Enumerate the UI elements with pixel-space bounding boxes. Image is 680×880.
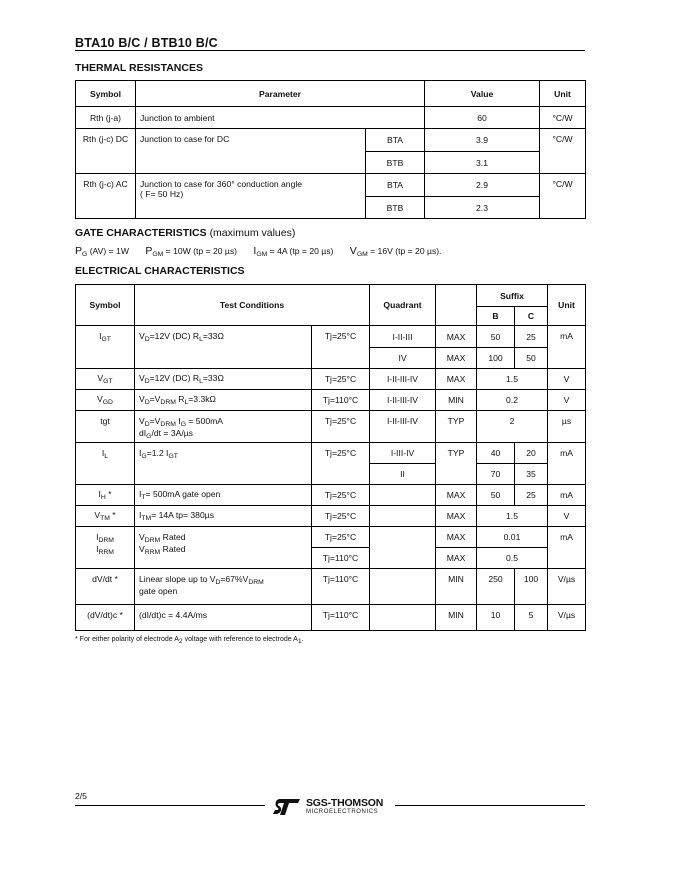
table-row	[76, 326, 586, 348]
param-line: Junction to case for 360° conduction angle	[140, 179, 303, 189]
limit-cell: MAX	[436, 485, 477, 506]
electrical-table	[75, 284, 586, 631]
gate-pgm: $P_{GM} = 10W$ (tp = 20 µs)	[145, 245, 238, 258]
unit-cell: °C/W	[540, 107, 586, 129]
limit-cell: MAX	[436, 326, 477, 348]
c-cell: 25	[515, 326, 548, 348]
b-cell: 50	[477, 485, 515, 506]
unit-cell: mA	[548, 326, 586, 369]
symbol-cell: $I_L$	[76, 443, 135, 485]
quadrant-cell: I-II-III-IV	[370, 390, 436, 411]
condition-cell: $V_D=V_{DRM}$ $I_G = 500mA$ $dI_G/dt = 3A/\mu s$	[135, 411, 312, 443]
symbol-cell: $I_H$ *	[76, 485, 135, 506]
table-row	[76, 107, 586, 129]
quadrant-cell	[370, 506, 436, 527]
symbol-cell: Rth (j-c) DC	[76, 129, 136, 174]
unit-cell: mA	[548, 527, 586, 569]
table-row	[76, 369, 586, 390]
symbol-cell: tgt	[76, 411, 135, 443]
col-quadrant: Quadrant	[370, 285, 436, 326]
limit-cell: MAX	[436, 348, 477, 369]
page-number: 2/5	[75, 791, 87, 801]
tj-cell: Tj=110°C	[312, 569, 370, 605]
quadrant-cell	[370, 527, 436, 569]
symbol-cell: Rth (j-c) AC	[76, 174, 136, 219]
package-cell: BTA	[366, 174, 425, 197]
tj-cell: Tj=25°C	[312, 369, 370, 390]
bc-cell: 1.5	[477, 506, 548, 527]
col-suffix-c: C	[515, 307, 548, 326]
unit-cell: V/µs	[548, 569, 586, 605]
symbol-cell: $I_{DRM}$ $I_{RRM}$	[76, 527, 135, 569]
bc-cell: 1.5	[477, 369, 548, 390]
limit-cell: TYP	[436, 443, 477, 485]
brand-name: SGS-THOMSON	[306, 797, 384, 809]
symbol-cell: (dV/dt)c *	[76, 605, 135, 631]
bc-cell: 0.2	[477, 390, 548, 411]
quadrant-cell: I-II-III-IV	[370, 411, 436, 443]
thermal-heading: THERMAL RESISTANCES	[75, 62, 203, 74]
unit-cell: °C/W	[540, 174, 586, 219]
unit-cell: V	[548, 506, 586, 527]
bc-cell: 2	[477, 411, 548, 443]
footer-rule-right	[395, 805, 585, 806]
tj-cell: Tj=25°C	[312, 326, 370, 369]
elec-heading: ELECTRICAL CHARACTERISTICS	[75, 265, 245, 277]
col-suffix-b: B	[477, 307, 515, 326]
c-cell: 5	[515, 605, 548, 631]
gate-heading-text: GATE CHARACTERISTICS	[75, 227, 207, 239]
value-cell: 3.9	[425, 129, 540, 152]
col-suffix: Suffix	[477, 285, 548, 307]
gate-heading	[75, 227, 295, 239]
table-row	[76, 506, 586, 527]
gate-pg: $P_G$ (AV) = 1W	[75, 245, 129, 258]
limit-cell: MIN	[436, 390, 477, 411]
condition-cell: Linear slope up to $V_D=67\%V_{DRM}$ gate open	[135, 569, 312, 605]
quadrant-cell: I-III-IV	[370, 443, 436, 464]
package-cell: BTB	[366, 152, 425, 174]
b-cell: 100	[477, 348, 515, 369]
unit-cell: V/µs	[548, 605, 586, 631]
quadrant-cell: I-II-III-IV	[370, 369, 436, 390]
quadrant-cell: I-II-III	[370, 326, 436, 348]
footnote: * For either polarity of electrode $A_2$ voltage with reference to electrode $A_1$.	[75, 636, 304, 645]
param-line: ( F= 50 Hz)	[140, 189, 184, 199]
condition-cell: (dI/dt)c = 4.4A/ms	[135, 605, 312, 631]
col-parameter: Parameter	[136, 81, 425, 107]
col-unit: Unit	[540, 81, 586, 107]
table-row	[76, 605, 586, 631]
col-limit	[436, 285, 477, 326]
condition-cell: $I_T= 500mA$ gate open	[135, 485, 312, 506]
col-symbol: Symbol	[76, 285, 135, 326]
limit-cell: TYP	[436, 411, 477, 443]
bc-cell: 0.5	[477, 548, 548, 569]
limit-cell: MIN	[436, 569, 477, 605]
symbol-cell: dV/dt *	[76, 569, 135, 605]
title-rule	[75, 50, 585, 51]
document-title: BTA10 B/C / BTB10 B/C	[75, 36, 218, 50]
condition-cell: $V_D=V_{DRM}$ $R_L=3.3k\Omega$	[135, 390, 312, 411]
quadrant-cell	[370, 485, 436, 506]
param-cell: Junction to case for DC	[136, 129, 366, 174]
thermal-table	[75, 80, 586, 219]
table-row	[76, 411, 586, 443]
b-cell: 40	[477, 443, 515, 464]
c-cell: 50	[515, 348, 548, 369]
tj-cell: Tj=110°C	[312, 548, 370, 569]
symbol-cell: $V_{GD}$	[76, 390, 135, 411]
package-cell: BTA	[366, 129, 425, 152]
c-cell: 35	[515, 464, 548, 485]
sgs-thomson-logo	[270, 797, 395, 819]
symbol-cell: $V_{GT}$	[76, 369, 135, 390]
unit-cell: V	[548, 369, 586, 390]
col-unit: Unit	[548, 285, 586, 326]
quadrant-cell: II	[370, 464, 436, 485]
table-row	[76, 443, 586, 464]
table-row	[76, 569, 586, 605]
quadrant-cell: IV	[370, 348, 436, 369]
col-value: Value	[425, 81, 540, 107]
unit-cell: V	[548, 390, 586, 411]
table-row	[76, 390, 586, 411]
symbol-cell: $V_{TM}$ *	[76, 506, 135, 527]
condition-cell: $I_G=1.2$ $I_{GT}$	[135, 443, 312, 485]
col-symbol: Symbol	[76, 81, 136, 107]
tj-cell: Tj=25°C	[312, 485, 370, 506]
unit-cell: mA	[548, 485, 586, 506]
param-cell	[136, 174, 366, 219]
table-row	[76, 527, 586, 548]
tj-cell: Tj=25°C	[312, 506, 370, 527]
unit-cell: mA	[548, 443, 586, 485]
condition-cell: $V_D=12V$ (DC) $R_L=33\Omega$	[135, 326, 312, 369]
limit-cell: MAX	[436, 506, 477, 527]
param-cell: Junction to ambient	[136, 107, 425, 129]
quadrant-cell	[370, 605, 436, 631]
b-cell: 10	[477, 605, 515, 631]
quadrant-cell	[370, 569, 436, 605]
footer-rule-left	[75, 805, 265, 806]
bc-cell: 0.01	[477, 527, 548, 548]
limit-cell: MAX	[436, 527, 477, 548]
gate-igm: $I_{GM} = 4A$ (tp = 20 µs)	[253, 245, 334, 258]
col-test-conditions: Test Conditions	[135, 285, 370, 326]
symbol-cell: Rth (j-a)	[76, 107, 136, 129]
table-row	[76, 485, 586, 506]
condition-cell: $V_D=12V$ (DC) $R_L=33\Omega$	[135, 369, 312, 390]
gate-heading-note: (maximum values)	[209, 227, 296, 239]
value-cell: 60	[425, 107, 540, 129]
unit-cell: °C/W	[540, 129, 586, 174]
tj-cell: Tj=110°C	[312, 390, 370, 411]
b-cell: 250	[477, 569, 515, 605]
limit-cell: MAX	[436, 548, 477, 569]
c-cell: 25	[515, 485, 548, 506]
condition-cell: $I_{TM}= 14A$ tp= 380µs	[135, 506, 312, 527]
unit-cell: µs	[548, 411, 586, 443]
gate-values	[75, 245, 456, 258]
tj-cell: Tj=25°C	[312, 411, 370, 443]
brand-subtitle: MICROELECTRONICS	[306, 809, 379, 815]
limit-cell: MAX	[436, 369, 477, 390]
table-row	[76, 174, 586, 197]
gate-vgm: $V_{GM} = 16V$ (tp = 20 µs).	[349, 245, 442, 258]
b-cell: 50	[477, 326, 515, 348]
tj-cell: Tj=110°C	[312, 605, 370, 631]
st-logo-icon	[272, 797, 302, 817]
table-row	[76, 129, 586, 152]
value-cell: 2.3	[425, 197, 540, 219]
package-cell: BTB	[366, 197, 425, 219]
condition-cell: $V_{DRM}$ Rated $V_{RRM}$ Rated	[135, 527, 312, 569]
value-cell: 3.1	[425, 152, 540, 174]
b-cell: 70	[477, 464, 515, 485]
c-cell: 20	[515, 443, 548, 464]
tj-cell: Tj=25°C	[312, 443, 370, 485]
tj-cell: Tj=25°C	[312, 527, 370, 548]
value-cell: 2.9	[425, 174, 540, 197]
c-cell: 100	[515, 569, 548, 605]
symbol-cell: $I_{GT}$	[76, 326, 135, 369]
limit-cell: MIN	[436, 605, 477, 631]
